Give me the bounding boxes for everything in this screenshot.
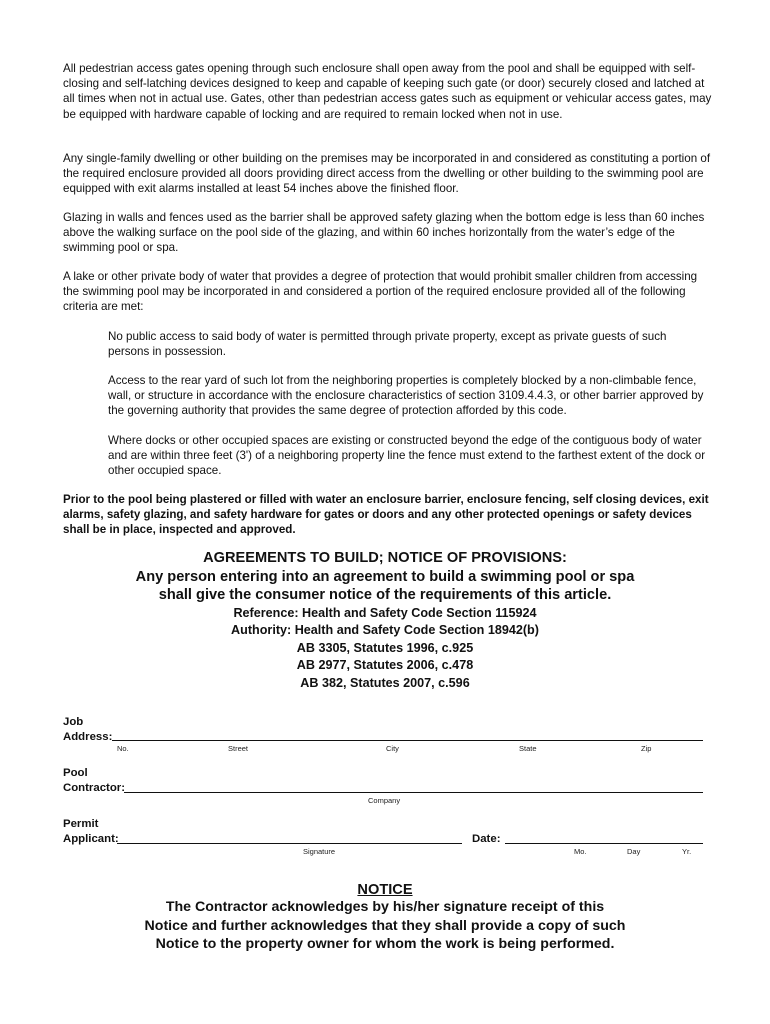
job-state-caption: State: [519, 744, 537, 753]
paragraph-lake: A lake or other private body of water that provides a degree of protection that would prohibit smaller children from accessing the swimming pool may be incorporated in and considered a portion of the required enclosure provided all of the following criteria are met:: [63, 270, 698, 314]
criteria-item-2: Access to the rear yard of such lot from the neighboring properties is completely blocked by a non-climbable fence, wall, or structure in accordance with the enclosure characteristics of section 3109.4.4.3, or other barrier approved by the governing authority that provides the same degree of protection afforded by this code.: [108, 374, 704, 418]
notice-line-3: Notice to the property owner for whom the work is being performed.: [155, 936, 615, 953]
reference-line: Reference: Health and Safety Code Section 115924: [233, 605, 537, 620]
permit-applicant-label: [63, 817, 119, 846]
notice-line-1: The Contractor acknowledges by his/her signature receipt of this: [165, 899, 605, 915]
criteria-item-3: Where docks or other occupied spaces are existing or constructed beyond the edge of the contiguous body of water and are within three feet (3') of a neighboring property line the fence must extend to the farthest extent of the dock or other occupied space.: [108, 434, 706, 478]
authority-line: Authority: Health and Safety Code Section 18942(b): [231, 623, 539, 638]
statute-line-2: AB 2977, Statutes 2006, c.478: [296, 658, 474, 673]
criteria-item-1: No public access to said body of water is permitted through private property, except as private guests of such persons in possession.: [108, 330, 667, 359]
job-label-line-1: Job: [63, 716, 84, 728]
paragraph-prior-to-plaster: Prior to the pool being plastered or filled with water an enclosure barrier, enclosure fencing, self closing devices, exit alarms, safety glazing, and safety hardware for gates or doors and any other protected openings or safety devices shall be in place, inspected and approved.: [63, 493, 709, 537]
paragraph-dwelling: Any single-family dwelling or other building on the premises may be incorporated in and considered as constituting a portion of the required enclosure provided all doors providing direct access from the dwelling or other building to the swimming pool are equipped with exit alarms installed at least 54 inches above the finished floor.: [63, 152, 711, 196]
permit-signature-input-line[interactable]: [117, 843, 462, 844]
agreements-section: [0, 549, 770, 692]
job-street-caption: Street: [228, 744, 249, 753]
date-month-caption: Mo.: [574, 847, 587, 856]
statute-line-1: AB 3305, Statutes 1996, c.925: [296, 640, 474, 655]
paragraph-gates: All pedestrian access gates opening through such enclosure shall open away from the pool and shall be equipped with self-closing and self-latching devices designed to keep and capable of keeping such gate (or door) securely closed and latched at all times when not in actual use. Gates, other than pedestrian access gates such as equipment or vehicular access gates, may be equipped with hardware capable of locking and are required to remain locked when not in use.: [63, 62, 712, 121]
date-label: Date:: [472, 833, 501, 845]
notice-title: NOTICE: [357, 882, 413, 898]
notice-line-2: Notice and further acknowledges that they shall provide a copy of such: [144, 917, 626, 934]
pool-contractor-input-line[interactable]: [124, 792, 703, 793]
job-no-caption: No.: [117, 744, 129, 753]
date-year-caption: Yr.: [682, 847, 692, 856]
agreements-line-3: shall give the consumer notice of the requirements of this article.: [158, 587, 612, 603]
permit-label-line-2: Applicant:: [63, 832, 119, 845]
job-address-input-line[interactable]: [112, 740, 703, 741]
job-address-label: [63, 715, 112, 744]
date-day-caption: Day: [627, 847, 641, 856]
paragraph-glazing: Glazing in walls and fences used as the barrier shall be approved safety glazing when the bottom edge is less than 60 inches above the walking surface on the pool side of the glazing, and within 60 inches horizontally from the water’s edge of the swimming pool or spa.: [63, 211, 705, 255]
pool-label-line-2: Contractor:: [63, 781, 126, 794]
job-label-line-2: Address:: [63, 730, 113, 743]
job-city-caption: City: [386, 744, 399, 753]
agreements-line-2: Any person entering into an agreement to build a swimming pool or spa: [135, 568, 635, 585]
agreements-title: AGREEMENTS TO BUILD; NOTICE OF PROVISIONS:: [203, 550, 567, 566]
notice-section: [0, 882, 770, 954]
permit-label-line-1: Permit: [63, 818, 99, 830]
statute-line-3: AB 382, Statutes 2007, c.596: [300, 675, 470, 690]
pool-contractor-label: [63, 766, 125, 795]
pool-company-caption: Company: [368, 796, 401, 805]
permit-signature-caption: Signature: [303, 847, 336, 856]
job-zip-caption: Zip: [641, 744, 652, 753]
date-input-line[interactable]: [505, 843, 703, 844]
pool-label-line-1: Pool: [63, 767, 88, 779]
